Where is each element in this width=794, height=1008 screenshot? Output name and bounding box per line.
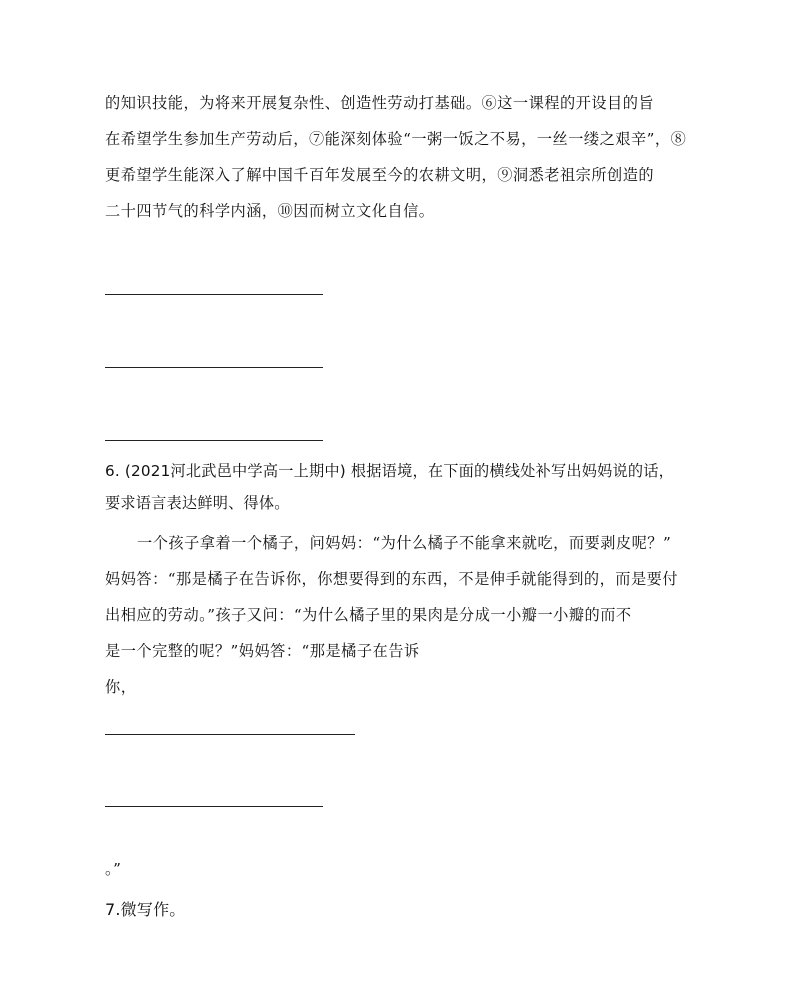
question-6-prompt-line-1: 6. (2021河北武邑中学高一上期中) 根据语境，在下面的横线处补写出妈妈说的话， [105, 462, 675, 480]
passage-line-4: 二十四节气的科学内涵，⑩因而树立文化自信。 [105, 202, 435, 220]
answer-blank-1[interactable] [105, 294, 323, 295]
dialogue-line-4: 是一个完整的呢？”妈妈答：“那是橘子在告诉 [105, 642, 420, 660]
dialogue-line-2: 妈妈答：“那是橘子在告诉你，你想要得到的东西，不是伸手就能得到的，而是要付 [105, 570, 679, 588]
answer-blank-3[interactable] [105, 440, 323, 441]
passage-line-1: 的知识技能，为将来开展复杂性、创造性劳动打基础。⑥这一课程的开设目的旨 [105, 94, 655, 112]
passage-line-2: 在希望学生参加生产劳动后，⑦能深刻体验“一粥一饭之不易，一丝一缕之艰辛”，⑧ [105, 130, 687, 148]
dialogue-line-3: 出相应的劳动。”孩子又问：“为什么橘子里的果肉是分成一小瓣一小瓣的而不 [105, 606, 632, 624]
answer-blank-4[interactable] [105, 734, 355, 735]
dialogue-line-5: 你， [105, 678, 137, 696]
answer-blank-5[interactable] [105, 806, 323, 807]
dialogue-closing: 。” [105, 860, 122, 878]
passage-line-3: 更希望学生能深入了解中国千百年发展至今的农耕文明，⑨洞悉老祖宗所创造的 [105, 166, 655, 184]
question-7-title: 7.微写作。 [105, 900, 186, 919]
question-6-prompt-line-2: 要求语言表达鲜明、得体。 [105, 494, 290, 512]
answer-blank-2[interactable] [105, 367, 323, 368]
dialogue-line-1: 一个孩子拿着一个橘子，问妈妈：“为什么橘子不能拿来就吃，而要剥皮呢？” [137, 534, 672, 552]
